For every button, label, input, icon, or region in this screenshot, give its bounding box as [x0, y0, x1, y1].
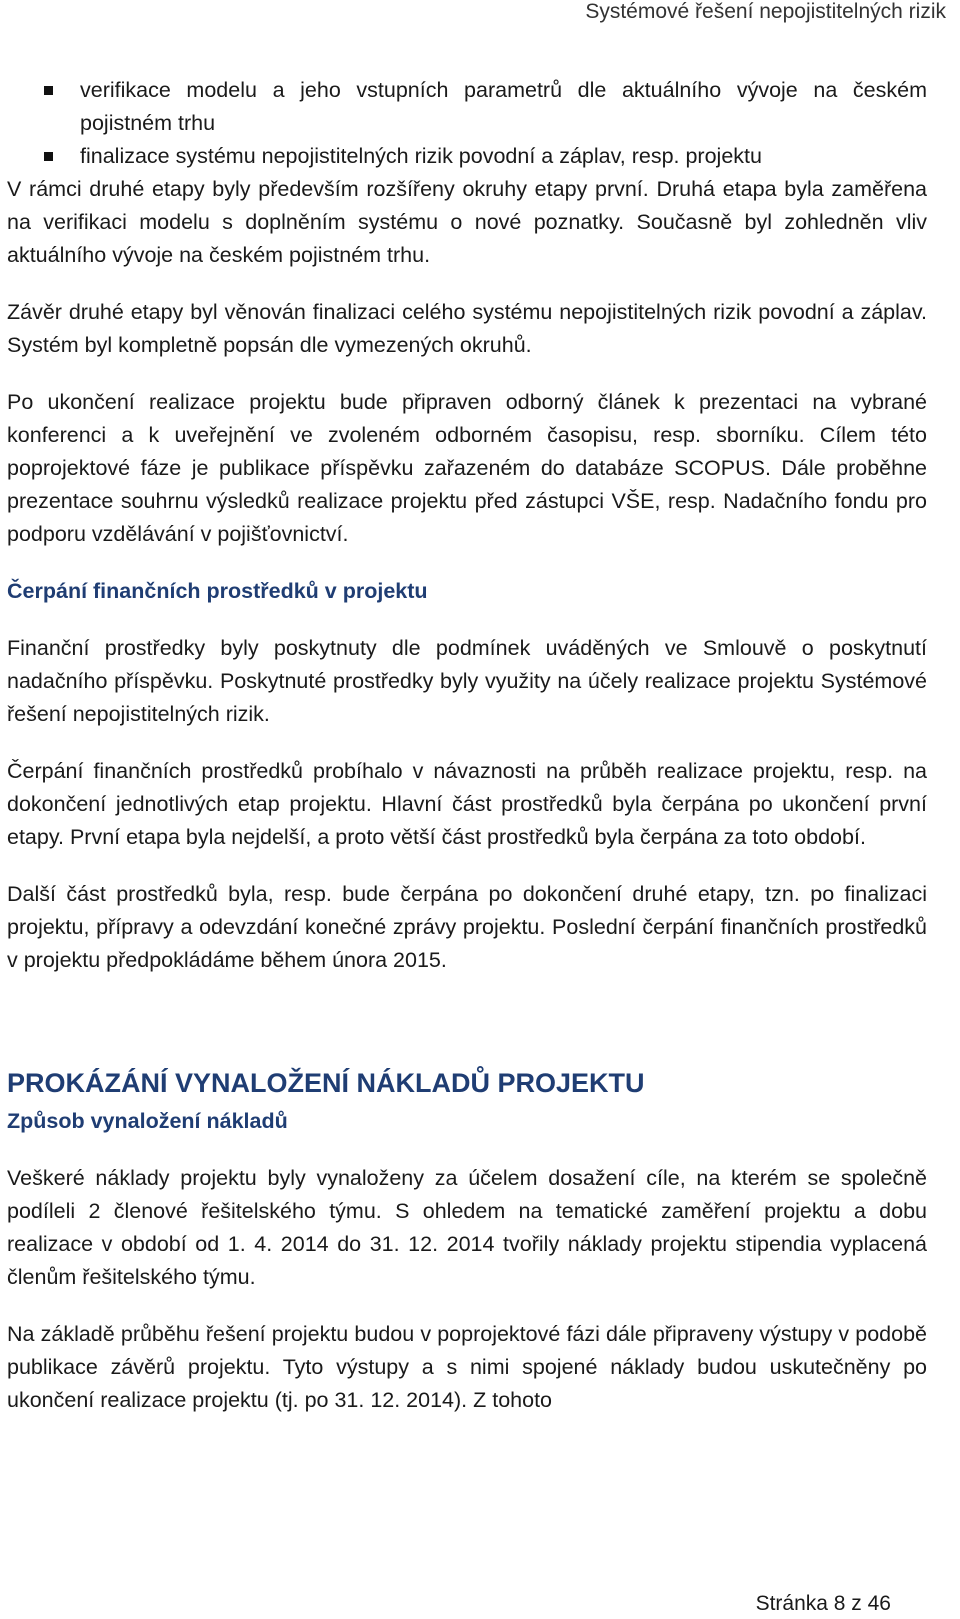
bullet-text: finalizace systému nepojistitelných rizik povodní a záplav, resp. projektu — [80, 144, 762, 168]
paragraph: Veškeré náklady projektu byly vynaloženy za účelem dosažení cíle, na kterém se společně podíleli 2 členové řešitelského týmu. S ohledem na tematické zaměření projektu a dobu realizace v období od 1. 4. 2014 do 31. 12. 2014 tvořily náklady projektu stipendia vyplacená členům řešitelského týmu. — [7, 1166, 927, 1289]
paragraph: Čerpání finančních prostředků probíhalo v návaznosti na průběh realizace projektu, resp. na dokončení jednotlivých etap projektu. Hlavní část prostředků byla čerpána po ukončení první etapy. První etapa byla nejdelší, a proto větší část prostředků byla čerpána za toto období. — [7, 759, 927, 849]
section-heading: PROKÁZÁNÍ VYNALOŽENÍ NÁKLADŮ PROJEKTU — [7, 1068, 645, 1098]
bullet-item — [7, 140, 927, 173]
section-subheading: Způsob vynaložení nákladů — [7, 1109, 288, 1133]
paragraph: Finanční prostředky byly poskytnuty dle podmínek uváděných ve Smlouvě o poskytnutí nadačního příspěvku. Poskytnuté prostředky byly využity na účely realizace projektu Systémové řešení nepojistitelných rizik. — [7, 636, 927, 726]
page-number: Stránka 8 z 46 — [755, 1592, 891, 1615]
paragraph: Další část prostředků byla, resp. bude čerpána po dokončení druhé etapy, tzn. po finalizaci projektu, přípravy a odevzdání konečné zprávy projektu. Poslední čerpání finančních prostředků v projektu předpokládáme během února 2015. — [7, 882, 927, 972]
paragraph: Závěr druhé etapy byl věnován finalizaci celého systému nepojistitelných rizik povodní a záplav. Systém byl kompletně popsán dle vymezených okruhů. — [7, 300, 927, 357]
square-bullet-icon — [44, 86, 53, 95]
paragraph: Po ukončení realizace projektu bude připraven odborný článek k prezentaci na vybrané konferenci a k uveřejnění ve zvoleném odborném časopisu, resp. sborníku. Cílem této poprojektové fáze je publikace příspěvku zařazeném do databáze SCOPUS. Dále proběhne prezentace souhrnu výsledků realizace projektu před zástupci VŠE, resp. Nadačního fondu pro podporu vzdělávání v pojišťovnictví. — [7, 390, 927, 546]
bullet-list — [7, 74, 927, 173]
running-header: Systémové řešení nepojistitelných rizik — [585, 0, 946, 23]
paragraph: Na základě průběhu řešení projektu budou v poprojektové fázi dále připraveny výstupy v podobě publikace závěrů projektu. Tyto výstupy a s nimi spojené náklady budou uskutečněny po ukončení realizace projektu (tj. po 31. 12. 2014). Z tohoto — [7, 1322, 927, 1412]
section-subheading: Čerpání finančních prostředků v projektu — [7, 579, 428, 603]
page-content — [7, 74, 927, 1417]
bullet-item — [7, 74, 927, 140]
paragraph: V rámci druhé etapy byly především rozšířeny okruhy etapy první. Druhá etapa byla zaměřena na verifikaci modelu s doplněním systému o nové poznatky. Současně byl zohledněn vliv aktuálního vývoje na českém pojistném trhu. — [7, 177, 927, 267]
square-bullet-icon — [44, 152, 53, 161]
bullet-text: verifikace modelu a jeho vstupních parametrů dle aktuálního vývoje na českém pojistném trhu — [80, 78, 927, 135]
